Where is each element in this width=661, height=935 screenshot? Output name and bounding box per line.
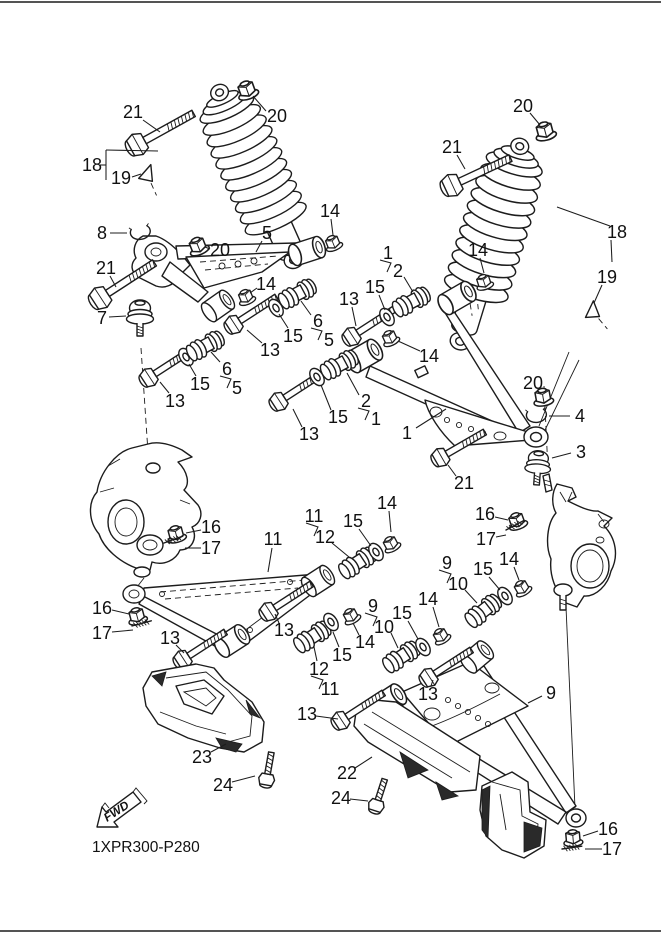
callout-13: 13 — [164, 391, 186, 411]
callout-21: 21 — [95, 258, 117, 278]
callout-13: 13 — [159, 628, 181, 648]
callout-20: 20 — [266, 106, 288, 126]
callout-14: 14 — [319, 201, 341, 221]
callout-10: 10 — [447, 574, 469, 594]
callout-15: 15 — [331, 645, 353, 665]
callout-15: 15 — [189, 374, 211, 394]
callout-21: 21 — [453, 473, 475, 493]
callout-15: 15 — [472, 559, 494, 579]
callout-21: 21 — [122, 102, 144, 122]
callout-14: 14 — [376, 493, 398, 513]
callout-5: 5 — [231, 378, 243, 398]
callout-17: 17 — [91, 623, 113, 643]
callout-12: 12 — [314, 527, 336, 547]
callout-13: 13 — [296, 704, 318, 724]
callout-9: 9 — [441, 553, 453, 573]
callout-15: 15 — [391, 603, 413, 623]
callout-13: 13 — [259, 340, 281, 360]
callout-15: 15 — [282, 326, 304, 346]
callout-13: 13 — [338, 289, 360, 309]
callout-19: 19 — [596, 267, 618, 287]
callout-20: 20 — [522, 373, 544, 393]
callout-9: 9 — [545, 683, 557, 703]
callout-18: 18 — [81, 155, 103, 175]
callout-13: 13 — [417, 684, 439, 704]
callout-7: 7 — [96, 308, 108, 328]
callout-16: 16 — [91, 598, 113, 618]
callout-11: 11 — [320, 679, 340, 699]
callout-14: 14 — [467, 240, 489, 260]
callout-1: 1 — [382, 243, 394, 263]
callout-17: 17 — [200, 538, 222, 558]
callout-8: 8 — [96, 223, 108, 243]
callout-6: 6 — [312, 311, 324, 331]
callout-5: 5 — [323, 330, 335, 350]
callout-11: 11 — [304, 506, 324, 526]
callout-15: 15 — [342, 511, 364, 531]
callout-22: 22 — [336, 763, 358, 783]
callout-21: 21 — [441, 137, 463, 157]
callout-3: 3 — [575, 442, 587, 462]
callout-24: 24 — [212, 775, 234, 795]
callout-20: 20 — [512, 96, 534, 116]
callout-20: 20 — [209, 240, 231, 260]
callout-12: 12 — [308, 659, 330, 679]
callout-14: 14 — [417, 589, 439, 609]
callout-9: 9 — [367, 596, 379, 616]
callout-1: 1 — [370, 409, 382, 429]
callout-16: 16 — [474, 504, 496, 524]
callout-11: 11 — [263, 529, 283, 549]
callout-19: 19 — [110, 168, 132, 188]
callout-4: 4 — [574, 406, 586, 426]
callout-24: 24 — [330, 788, 352, 808]
callout-6: 6 — [221, 359, 233, 379]
callout-16: 16 — [597, 819, 619, 839]
callout-15: 15 — [364, 277, 386, 297]
callout-14: 14 — [354, 632, 376, 652]
callout-16: 16 — [200, 517, 222, 537]
callout-2: 2 — [360, 391, 372, 411]
callout-18: 18 — [606, 222, 628, 242]
callout-17: 17 — [475, 529, 497, 549]
callout-14: 14 — [498, 549, 520, 569]
callout-14: 14 — [418, 346, 440, 366]
part-number: 1XPR300-P280 — [92, 839, 200, 856]
callout-17: 17 — [601, 839, 623, 859]
callout-13: 13 — [273, 620, 295, 640]
callout-14: 14 — [255, 274, 277, 294]
callout-10: 10 — [373, 617, 395, 637]
callout-2: 2 — [392, 261, 404, 281]
callout-15: 15 — [327, 407, 349, 427]
callout-13: 13 — [298, 424, 320, 444]
callout-5: 5 — [261, 223, 273, 243]
callout-1: 1 — [401, 423, 413, 443]
callout-23: 23 — [191, 747, 213, 767]
fwd-label: FWD — [101, 797, 132, 825]
